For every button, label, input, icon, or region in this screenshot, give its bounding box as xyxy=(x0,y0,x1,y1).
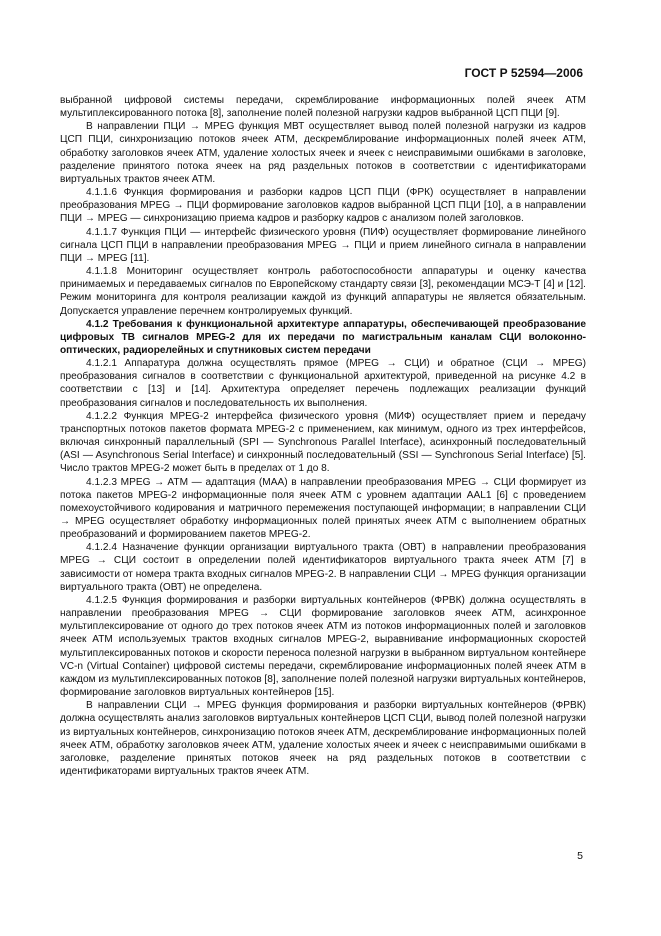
paragraph: 4.1.2.5 Функция формирования и разборки виртуальных контейнеров (ФРВК) должна осуществлять в направлении преобразования MPEG → СЦИ формирование заголовков ячеек ATM, асинхронное мультиплексирование от одного до трех потоков ячеек ATM из потоков информационных полей и заголовков ячеек ATM используемых трактов входных сигналов MPEG-2, выравнивание информационных скоростей мультиплексированных потоков и скорости переноса полезной нагрузки в выбранном виртуальном контейнере VC-n (Virtual Container) цифровой системы передачи, скремблирование информационных полей ячеек ATM в каждом из мультиплексированных потоков [8], заполнение полей полезной нагрузки виртуальных контейнеров, формирование заголовков виртуальных контейнеров [15]. xyxy=(60,594,586,699)
paragraph: 4.1.2.3 MPEG → ATM — адаптация (МАА) в направлении преобразования MPEG → СЦИ формирует из потока пакетов MPEG-2 информационные поля ячеек ATM с уровнем адаптации AAL1 [6] с проведением помехоустойчивого кодирования и матричного перемежения поступающей информации; в направлении СЦИ → MPEG осуществляет обработку информационных полей принятых ячеек ATM с выполнением обратных преобразований и формированием пакетов MPEG-2. xyxy=(60,476,586,541)
page-number: 5 xyxy=(577,850,583,862)
paragraph: 4.1.2.4 Назначение функции организации виртуального тракта (ОВТ) в направлении преобразования MPEG → СЦИ состоит в определении полей идентификаторов виртуального тракта ячеек ATM [7] в зависимости от номера тракта входных сигналов MPEG-2. В направлении СЦИ → MPEG функция организации виртуального тракта (ОВТ) не определена. xyxy=(60,542,586,593)
paragraph: 4.1.1.6 Функция формирования и разборки кадров ЦСП ПЦИ (ФРК) осуществляет в направлении преобразования MPEG → ПЦИ формирование заголовков кадров выбранной ЦСП ПЦИ [10], а в направлении ПЦИ → MPEG — синхронизацию приема кадров и разборку кадров с анализом полей заголовков. xyxy=(60,187,586,225)
paragraph: В направлении СЦИ → MPEG функция формирования и разборки виртуальных контейнеров (ФРВК) должна осуществлять анализ заголовков виртуальных контейнеров ЦСП СЦИ, вывод полей полезной нагрузки из виртуальных контейнеров, синхронизацию потоков ячеек ATM, дескремблирование информационных полей ячеек ATM, обработку заголовков ячеек ATM, удаление холостых ячеек и ячеек с неисправимыми ошибками в заголовке, разделение принятых потоков ячеек на ряд раздельных потоков в соответствии с идентификаторами виртуальных трактов ячеек ATM. xyxy=(60,700,586,777)
paragraph: 4.1.1.8 Мониторинг осуществляет контроль работоспособности аппаратуры и оценку качества принимаемых и передаваемых сигналов по Европейскому стандарту связи [3], рекомендации МСЭ-Т [4] и [12]. Режим мониторинга для контроля реализации каждой из функций аппаратуры не является обязательным. Допускается управление перечнем контролируемых функций. xyxy=(60,266,586,317)
body-text xyxy=(60,94,586,778)
document-id: ГОСТ Р 52594—2006 xyxy=(464,66,583,80)
section-heading: 4.1.2 Требования к функциональной архитектуре аппаратуры, обеспечивающей преобразование цифровых ТВ сигналов MPEG-2 для их передачи по магистральным каналам СЦИ волоконно-оптических, радиорелейных и спутниковых систем передачи xyxy=(60,318,586,356)
paragraph: 4.1.2.1 Аппаратура должна осуществлять прямое (MPEG → СЦИ) и обратное (СЦИ → MPEG) преобразования сигналов в соответствии с функциональной архитектурой, приведенной на рисунке 4.2 в соответствии с [13] и [14]. Архитектура определяет перечень подлежащих реализации функций преобразования сигналов и последовательность их выполнения. xyxy=(60,358,586,409)
paragraph: В направлении ПЦИ → MPEG функция МВТ осуществляет вывод полей полезной нагрузки из кадров ЦСП ПЦИ, синхронизацию потоков ячеек ATM, дескремблирование информационных полей ячеек ATM, обработку заголовков ячеек ATM, удаление холостых ячеек и ячеек с неисправимыми ошибками в заголовке, разделение принятого потока ячеек на ряд раздельных потоков в соответствии с идентификаторами виртуальных трактов ячеек ATM. xyxy=(60,121,586,185)
paragraph: выбранной цифровой системы передачи, скремблирование информационных полей ячеек ATM мультиплексированного потока [8], заполнение полей полезной нагрузки кадров выбранной ЦСП ПЦИ [9]. xyxy=(60,95,586,120)
paragraph: 4.1.1.7 Функция ПЦИ — интерфейс физического уровня (ПИФ) осуществляет формирование линейного сигнала ЦСП ПЦИ в направлении преобразования MPEG → ПЦИ и прием линейного сигнала в направлении ПЦИ → MPEG [11]. xyxy=(60,226,586,264)
paragraph: 4.1.2.2 Функция MPEG-2 интерфейса физического уровня (МИФ) осуществляет прием и передачу транспортных потоков пакетов формата MPEG-2 с применением, как минимум, одного из трех интерфейсов, включая синхронный параллельный (SPI — Synchronous Parallel Interface), асинхронный последовательный (ASI — Asynchronous Serial Interface) и синхронный последовательный (SSI — Synchronous Serial Interface) [5]. Число трактов MPEG-2 может быть в пределах от 1 до 8. xyxy=(60,410,586,475)
